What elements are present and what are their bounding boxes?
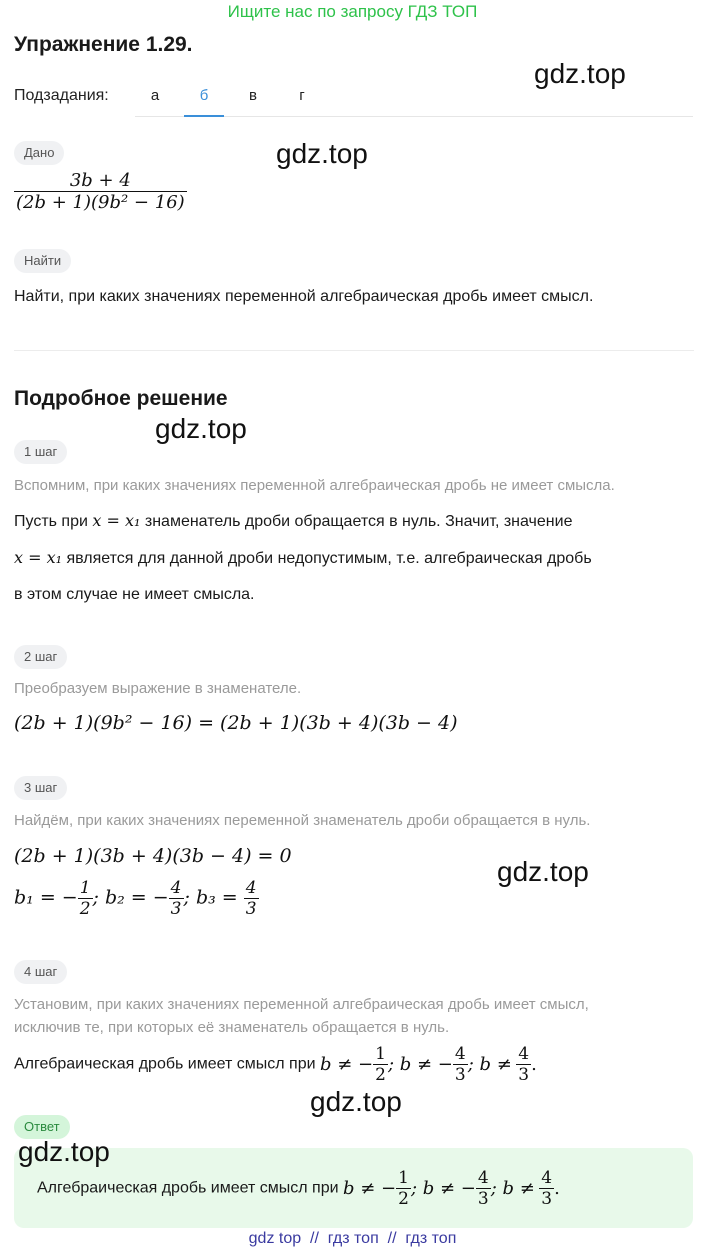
cond-end: . [531, 1054, 537, 1075]
step-4-conclusion [14, 1044, 537, 1085]
step-4-hint: Установим, при каких значениях переменной алгебраическая дробь имеет смысл, [14, 996, 589, 1013]
step-1-math: x = x₁ [92, 511, 141, 530]
step-1-hint: Вспомним, при каких значениях переменной алгебраическая дробь не имеет смысла. [14, 477, 615, 494]
step-4-hint: исключив те, при которых её знаменатель обращается в нуль. [14, 1019, 450, 1036]
tab-b[interactable]: б [184, 82, 224, 117]
step-1-text: знаменатель дроби обращается в нуль. Значит, значение [140, 513, 573, 530]
tab-g[interactable]: г [299, 87, 305, 104]
cond-2: ; b ≠ − [387, 1054, 453, 1075]
cond-3-den: 3 [518, 1065, 530, 1085]
root-b2-den: 3 [170, 899, 182, 919]
root-b2-num: 4 [170, 878, 182, 898]
given-denominator: (2b + 1)(9b² − 16) [16, 192, 185, 213]
watermark: gdz.top [497, 856, 589, 887]
root-b3-den: 3 [245, 899, 257, 919]
step-3-formula: (2b + 1)(3b + 4)(3b − 4) = 0 [14, 845, 292, 867]
answer-text: Алгебраическая дробь имеет смысл при [37, 1179, 343, 1197]
answer-cond-2: ; b ≠ − [410, 1178, 476, 1199]
answer-cond-2-num: 4 [477, 1168, 489, 1188]
watermark: gdz.top [276, 138, 368, 169]
cond-2-den: 3 [454, 1065, 466, 1085]
answer-cond-1: b ≠ − [342, 1178, 397, 1199]
root-b3-num: 4 [245, 878, 257, 898]
divider [14, 350, 694, 351]
cond-1: b ≠ − [319, 1054, 374, 1075]
step-3-hint: Найдём, при каких значениях переменной знаменатель дроби обращается в нуль. [14, 812, 591, 829]
root-b3-label: ; b₃ = [183, 886, 238, 909]
step-1-text: Пусть при [14, 513, 93, 530]
exercise-title: Упражнение 1.29. [14, 33, 193, 56]
find-section [14, 249, 71, 273]
step-2-hint: Преобразуем выражение в знаменателе. [14, 680, 302, 697]
root-b1-den: 2 [79, 899, 91, 919]
answer-content [37, 1168, 560, 1209]
cond-3-num: 4 [518, 1044, 530, 1064]
cond-3: ; b ≠ [467, 1054, 512, 1075]
step-2-badge-wrap [14, 645, 67, 669]
root-b2-label: ; b₂ = − [92, 886, 169, 909]
cond-1-den: 2 [375, 1065, 386, 1085]
step-1-badge: 1 шаг [14, 440, 67, 464]
step-4-text: Алгебраическая дробь имеет смысл при [14, 1055, 320, 1073]
step-1-math: x = x₁ [14, 548, 63, 567]
answer-cond-1-den: 2 [398, 1189, 409, 1209]
step-4-badge-wrap [14, 960, 67, 984]
watermark: gdz.top [534, 58, 626, 89]
step-4-badge: 4 шаг [14, 960, 67, 984]
answer-badge: Ответ [14, 1115, 70, 1139]
top-banner: Ищите нас по запросу ГДЗ ТОП [227, 2, 478, 21]
watermark: gdz.top [18, 1136, 110, 1167]
cond-1-num: 1 [375, 1044, 386, 1064]
subtask-tabs [135, 82, 693, 117]
step-1-body [14, 503, 699, 613]
answer-cond-3-den: 3 [541, 1189, 553, 1209]
answer-cond-3-num: 4 [541, 1168, 553, 1188]
answer-cond-1-num: 1 [398, 1168, 409, 1188]
find-badge: Найти [14, 249, 71, 273]
step-2-formula: (2b + 1)(9b² − 16) = (2b + 1)(3b + 4)(3b − 4) [14, 712, 458, 734]
root-b1-num: 1 [79, 878, 91, 898]
tab-v[interactable]: в [249, 87, 257, 104]
given-numerator: 3b + 4 [69, 170, 131, 191]
footer-links[interactable]: gdz top // гдз топ // гдз топ [248, 1230, 457, 1247]
subtasks-label: Подзадания: [14, 87, 109, 104]
tab-a[interactable]: а [150, 87, 160, 104]
answer-end: . [554, 1178, 560, 1199]
solution-title: Подробное решение [14, 387, 228, 410]
find-text: Найти, при каких значениях переменной алгебраическая дробь имеет смысл. [14, 288, 594, 305]
answer-cond-2-den: 3 [477, 1189, 489, 1209]
given-section [14, 141, 64, 165]
watermark: gdz.top [155, 413, 247, 444]
step-3-roots [14, 878, 259, 919]
step-3-badge-wrap [14, 776, 67, 800]
step-1-text: в этом случае не имеет смысла. [14, 586, 255, 603]
cond-2-num: 4 [454, 1044, 466, 1064]
step-3-badge: 3 шаг [14, 776, 67, 800]
root-b1-label: b₁ = − [14, 886, 78, 909]
step-1-badge-wrap [14, 440, 67, 464]
answer-cond-3: ; b ≠ [490, 1178, 535, 1199]
given-badge: Дано [14, 141, 64, 165]
step-1-text: является для данной дроби недопустимым, т.е. алгебраическая дробь [62, 550, 592, 567]
step-2-badge: 2 шаг [14, 645, 67, 669]
given-fraction [14, 170, 187, 213]
watermark: gdz.top [310, 1086, 402, 1117]
